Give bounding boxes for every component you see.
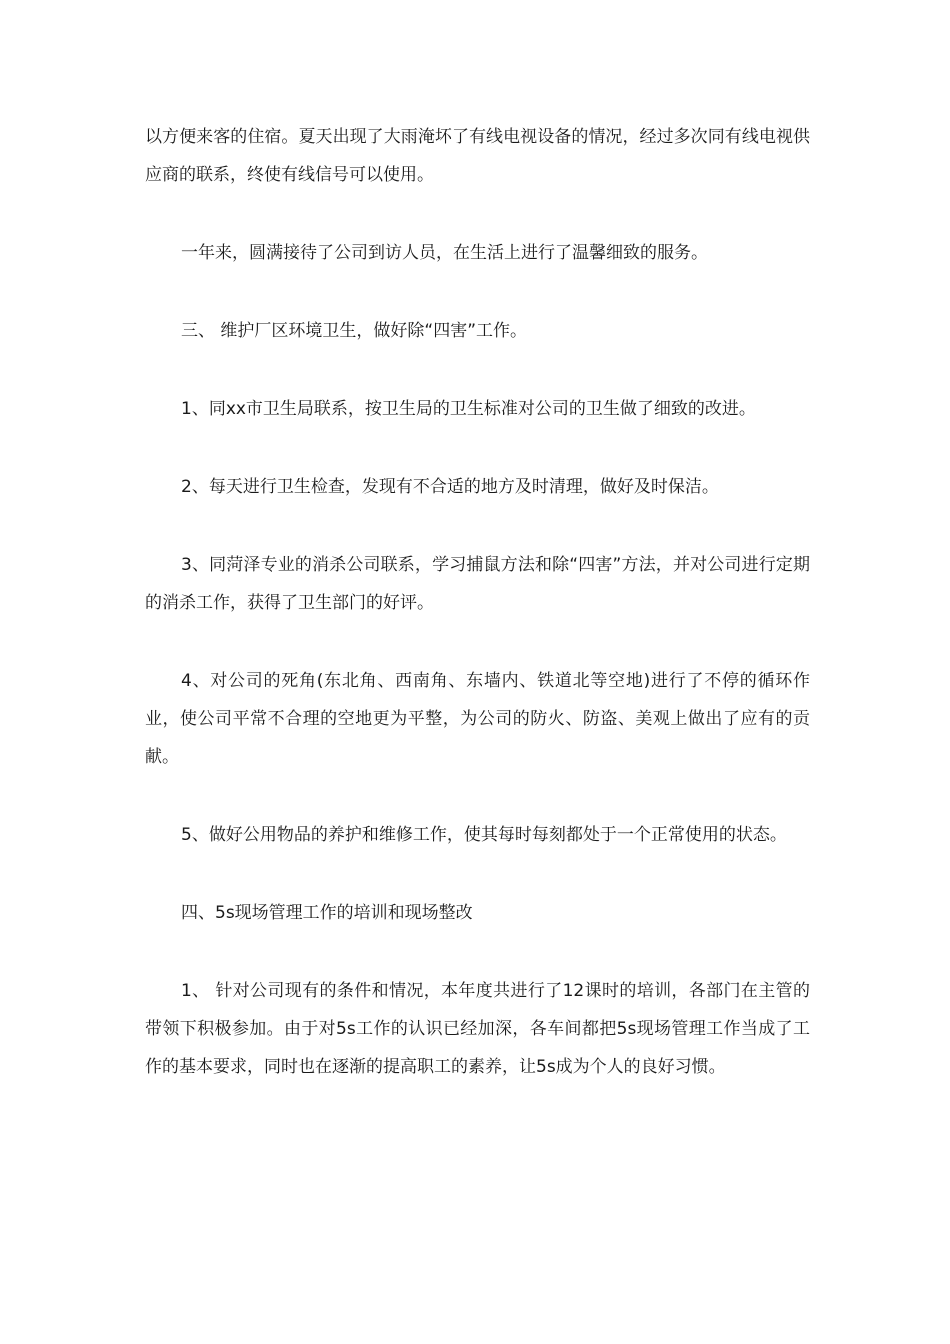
list-item-hygiene-1: 1、同xx市卫生局联系，按卫生局的卫生标准对公司的卫生做了细致的改进。	[181, 399, 756, 419]
list-item-5s-1: 1、 针对公司现有的条件和情况，本年度共进行了12课时的培训，各部门在主管的带领下积极参加。由于对5s工作的认识已经加深，各车间都把5s现场管理工作当成了工作的基本要求，同时也在逐渐的提高职工的素养，让5s成为个人的良好习惯。	[145, 981, 810, 1077]
paragraph-continuation: 以方便来客的住宿。夏天出现了大雨淹坏了有线电视设备的情况，经过多次同有线电视供应商的联系，终使有线信号可以使用。	[145, 127, 810, 185]
list-item-hygiene-4: 4、对公司的死角(东北角、西南角、东墙内、铁道北等空地)进行了不停的循环作业，使公司平常不合理的空地更为平整，为公司的防火、防盗、美观上做出了应有的贡献。	[145, 671, 810, 767]
list-item-hygiene-2: 2、每天进行卫生检查，发现有不合适的地方及时清理，做好及时保洁。	[181, 477, 719, 497]
section-heading-5s: 四、5s现场管理工作的培训和现场整改	[181, 903, 473, 923]
list-item-hygiene-5: 5、做好公用物品的养护和维修工作，使其每时每刻都处于一个正常使用的状态。	[181, 825, 787, 845]
paragraph-reception-summary: 一年来，圆满接待了公司到访人员，在生活上进行了温馨细致的服务。	[181, 243, 708, 263]
list-item-hygiene-3: 3、同菏泽专业的消杀公司联系，学习捕鼠方法和除“四害”方法，并对公司进行定期的消杀工作，获得了卫生部门的好评。	[145, 555, 810, 613]
section-heading-hygiene: 三、 维护厂区环境卫生，做好除“四害”工作。	[181, 321, 528, 341]
document-body	[145, 118, 810, 1126]
